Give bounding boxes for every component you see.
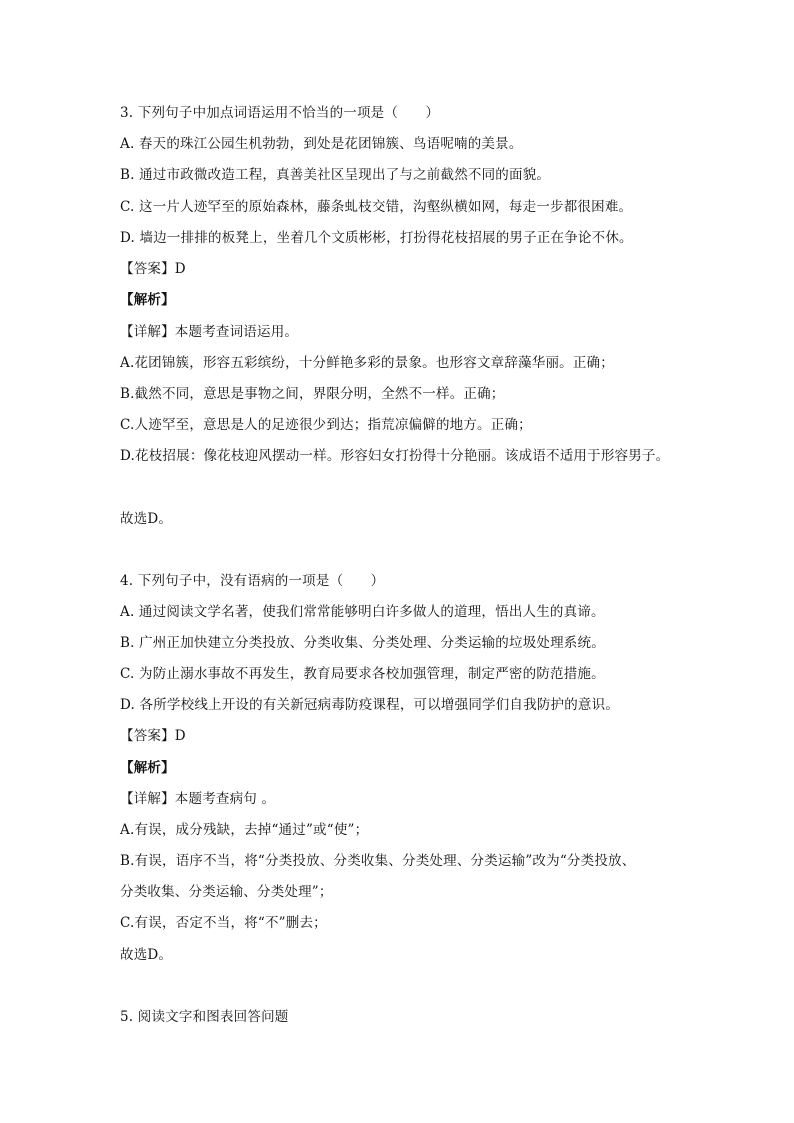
q3-option-c: C. 这一片人迹罕至的原始森林，藤条虬枝交错，沟壑纵横如网，每走一步都很困难。 bbox=[120, 199, 633, 215]
q3-explanation-c: C.人迹罕至，意思是人的足迹很少到达；指荒凉偏僻的地方。正确； bbox=[120, 417, 532, 433]
q4-explanation-c: C.有误，否定不当，将“不”删去； bbox=[120, 915, 327, 931]
q3-explanation-b: B.截然不同，意思是事物之间，界限分明，全然不一样。正确； bbox=[120, 386, 505, 402]
q3-explanation-d: D.花枝招展：像花枝迎风摆动一样。形容妇女打扮得十分艳丽。该成语不适用于形容男子。 bbox=[120, 448, 670, 464]
q4-answer: 【答案】D bbox=[120, 728, 186, 744]
q4-detail: 【详解】本题考查病句 。 bbox=[120, 791, 276, 807]
q4-explanation-b-cont: 分类收集、分类运输、分类处理”； bbox=[120, 884, 333, 900]
q4-explanation-a: A.有误，成分残缺，去掉“通过”或“使”； bbox=[120, 822, 369, 838]
q4-analysis-heading: 【解析】 bbox=[120, 760, 175, 776]
q3-conclusion: 故选D。 bbox=[120, 511, 173, 527]
q4-conclusion: 故选D。 bbox=[120, 947, 173, 963]
q3-option-a: A. 春天的珠江公园生机勃勃，到处是花团锦簇、鸟语呢喃的美景。 bbox=[120, 136, 523, 152]
q3-detail: 【详解】本题考查词语运用。 bbox=[120, 324, 299, 340]
q4-explanation-b: B.有误，语序不当，将“分类投放、分类收集、分类处理、分类运输”改为“分类投放、 bbox=[120, 853, 636, 869]
q3-explanation-a: A.花团锦簇，形容五彩缤纷，十分鲜艳多彩的景象。也形容文章辞藻华丽。正确； bbox=[120, 355, 614, 371]
q5-stem: 5. 阅读文字和图表回答问题 bbox=[120, 1009, 289, 1025]
q3-answer: 【答案】D bbox=[120, 261, 186, 277]
q3-analysis-heading: 【解析】 bbox=[120, 292, 175, 308]
q4-option-b: B. 广州正加快建立分类投放、分类收集、分类处理、分类运输的垃圾处理系统。 bbox=[120, 635, 605, 651]
q3-option-d: D. 墙边一排排的板凳上，坐着几个文质彬彬，打扮得花枝招展的男子正在争论不休。 bbox=[120, 230, 633, 246]
q4-option-c: C. 为防止溺水事故不再发生，教育局要求各校加强管理，制定严密的防范措施。 bbox=[120, 666, 605, 682]
q3-option-b: B. 通过市政微改造工程，真善美社区呈现出了与之前截然不同的面貌。 bbox=[120, 167, 551, 183]
q4-option-a: A. 通过阅读文学名著，使我们常常能够明白许多做人的道理，悟出人生的真谛。 bbox=[120, 604, 605, 620]
q3-stem: 3. 下列句子中加点词语运用不恰当的一项是（ ） bbox=[120, 105, 440, 121]
q4-stem: 4. 下列句子中，没有语病的一项是（ ） bbox=[120, 573, 385, 589]
q4-option-d: D. 各所学校线上开设的有关新冠病毒防疫课程，可以增强同学们自我防护的意识。 bbox=[120, 697, 620, 713]
